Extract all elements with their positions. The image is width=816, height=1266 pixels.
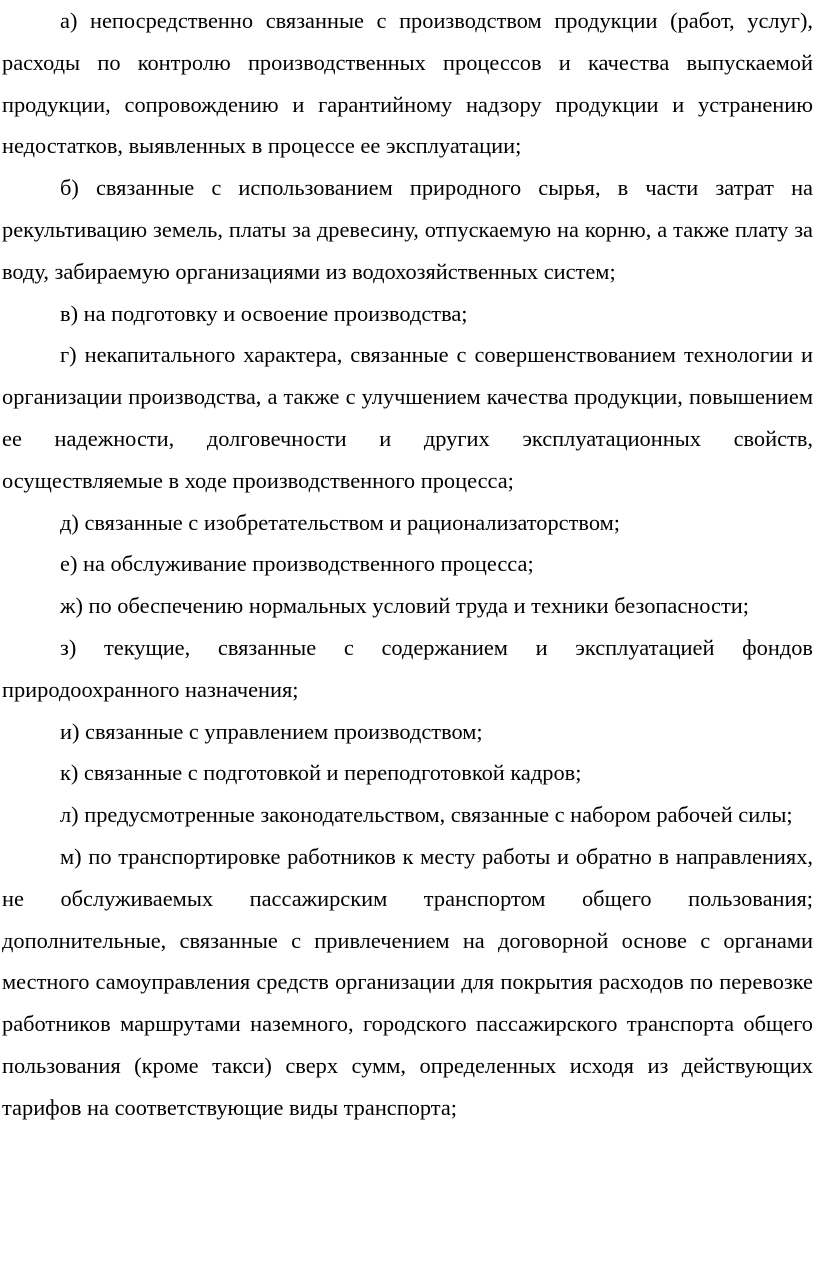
paragraph-z: з) текущие, связанные с содержанием и эксплуатацией фондов природоохранного назначения; <box>2 634 813 702</box>
paragraph-k: к) связанные с подготовкой и переподготовкой кадров; <box>60 760 582 786</box>
paragraph-g: г) некапитального характера, связанные с совершенствованием технологии и организации производства, а также с улучшением качества продукции, повышением ее надежности, долговечности и других эксплуатационных свойств, осуществляемые в ходе производственного процесса; <box>2 342 813 493</box>
paragraph-zh: ж) по обеспечению нормальных условий труда и техники безопасности; <box>60 593 749 619</box>
paragraph-m: м) по транспортировке работников к месту работы и обратно в направлениях, не обслуживаемых пассажирским транспортом общего пользования; дополнительные, связанные с привлечением на договорной основе с органами местного самоуправления средств организации для покрытия расходов по перевозке работников маршрутами наземного, городского пассажирского транспорта общего пользования (кроме такси) сверх сумм, определенных исходя из действующих тарифов на соответствующие виды транспорта; <box>2 843 813 1120</box>
paragraph-d: д) связанные с изобретательством и рационализаторством; <box>60 509 620 535</box>
paragraph-a: а) непосредственно связанные с производством продукции (работ, услуг), расходы по контролю производственных процессов и качества выпускаемой продукции, сопровождению и гарантийному надзору продукции и устранению недостатков, выявленных в процессе ее эксплуатации; <box>2 8 813 159</box>
paragraph-i: и) связанные с управлением производством; <box>60 718 483 744</box>
paragraph-b: б) связанные с использованием природного сырья, в части затрат на рекультивацию земель, платы за древесину, отпускаемую на корню, а также плату за воду, забираемую организациями из водохозяйственных систем; <box>2 175 813 284</box>
paragraph-v: в) на подготовку и освоение производства; <box>60 300 468 326</box>
paragraph-l: л) предусмотренные законодательством, связанные с набором рабочей силы; <box>60 802 793 828</box>
paragraph-e: е) на обслуживание производственного процесса; <box>60 551 534 577</box>
